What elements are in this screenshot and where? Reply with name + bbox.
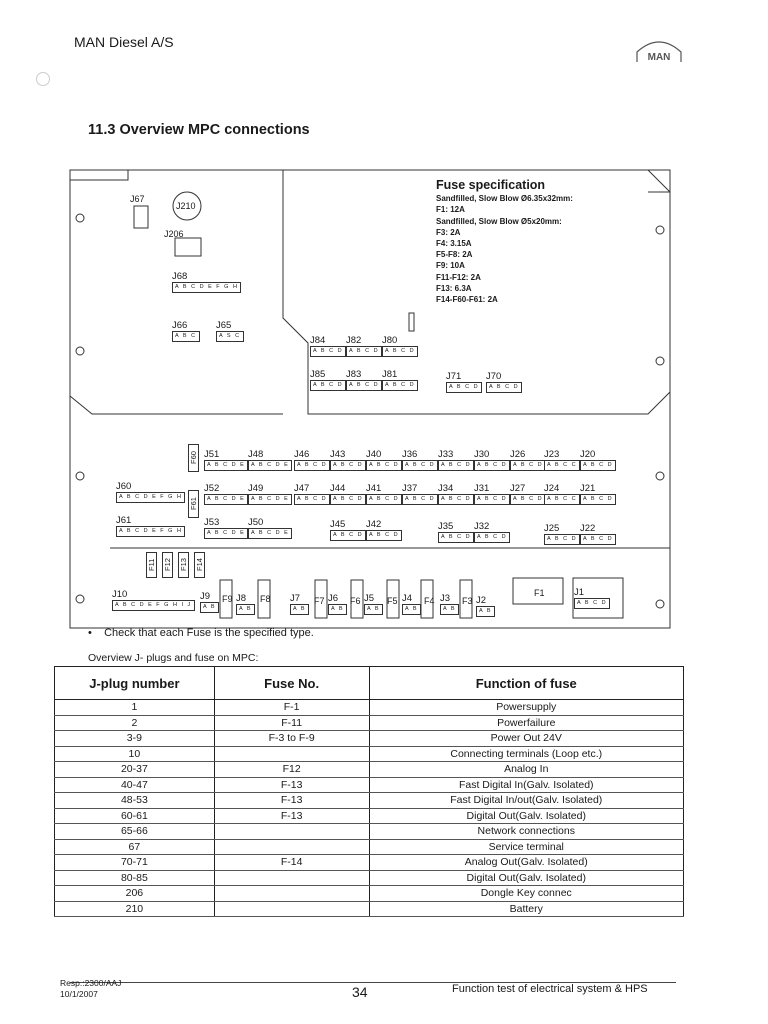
fuse-f9-label: F9 [222, 594, 233, 604]
fuse-cell [214, 901, 369, 917]
fuse-f11: F11 [146, 552, 157, 578]
connector-j23: J23 A B C C [544, 450, 580, 471]
table-row [55, 808, 684, 824]
header-fuse: Fuse No. [214, 667, 369, 700]
connector-j48: J48 A B C D E [248, 450, 292, 471]
j210-label: J210 [176, 201, 196, 211]
jplug-cell: 206 [55, 886, 215, 902]
footer-resp [60, 978, 121, 1000]
connector-j5: J5 A B [364, 594, 383, 615]
header-function: Function of fuse [369, 667, 684, 700]
connector-j82: J82 A B C D [346, 336, 382, 357]
connector-j49: J49 A B C D E [248, 484, 292, 505]
connector-j43: J43 A B C D [330, 450, 366, 471]
connector-j33: J33 A B C D [438, 450, 474, 471]
table-row [55, 777, 684, 793]
jplug-cell: 2 [55, 715, 215, 731]
connector-j32: J32 A B C D [474, 522, 510, 543]
fuse-cell: F-1 [214, 700, 369, 716]
connector-j42: J42 A B C D [366, 520, 402, 541]
connector-j27: J27 A B C D [510, 484, 546, 505]
fuse-spec-line: F13: 6.3A [436, 283, 472, 293]
j206-label: J206 [164, 229, 184, 239]
function-cell: Fast Digital In/out(Galv. Isolated) [369, 793, 684, 809]
connector-j46: J46 A B C D [294, 450, 330, 471]
fuse-f1-label: F1 [534, 588, 545, 598]
fuse-cell [214, 824, 369, 840]
connector-j61: J61 A B C D E F G H [116, 516, 185, 537]
connector-j2: J2 A B [476, 596, 495, 617]
connector-j83: J83 A B C D [346, 370, 382, 391]
fuse-f61: F61 [188, 490, 199, 518]
function-cell: Digital Out(Galv. Isolated) [369, 808, 684, 824]
fuse-f5-label: F5 [387, 596, 398, 606]
connector-j22: J22 A B C D [580, 524, 616, 545]
connector-j44: J44 A B C D [330, 484, 366, 505]
connector-j35: J35 A B C D [438, 522, 474, 543]
fuse-f12: F12 [162, 552, 173, 578]
jplug-cell: 3-9 [55, 731, 215, 747]
fuse-spec-line: F11-F12: 2A [436, 272, 481, 282]
connector-j7: J7 A B [290, 594, 309, 615]
fuse-spec-line: F5-F8: 2A [436, 250, 473, 260]
section-title: 11.3 Overview MPC connections [88, 122, 310, 138]
connector-j45: J45 A B C D [330, 520, 366, 541]
check-note-text: Check that each Fuse is the specified type. [104, 627, 314, 639]
fuse-f60: F60 [188, 444, 199, 472]
fuse-cell [214, 870, 369, 886]
fuse-cell: F-13 [214, 793, 369, 809]
jplug-cell: 40-47 [55, 777, 215, 793]
jplug-cell: 80-85 [55, 870, 215, 886]
function-cell: Dongle Key connec [369, 886, 684, 902]
connector-j80: J80 A B C D [382, 336, 418, 357]
connector-j31: J31 A B C D [474, 484, 510, 505]
jplug-cell: 210 [55, 901, 215, 917]
connector-j65: J65 A S C [216, 321, 244, 342]
fuse-spec-line: F4: 3.15A [436, 239, 472, 249]
function-cell: Analog In [369, 762, 684, 778]
table-row [55, 870, 684, 886]
punch-hole [36, 72, 50, 86]
connector-j81: J81 A B C D [382, 370, 418, 391]
connector-j24: J24 A B C C [544, 484, 580, 505]
jplug-cell: 67 [55, 839, 215, 855]
connector-j47: J47 A B C D [294, 484, 330, 505]
connector-j1: J1 A B C D [574, 588, 610, 609]
connector-j6: J6 A B [328, 594, 347, 615]
fuse-spec-line: F1: 12A [436, 205, 465, 215]
board-outline [68, 168, 672, 630]
man-logo [634, 34, 684, 64]
table-row [55, 715, 684, 731]
function-cell: Power Out 24V [369, 731, 684, 747]
fuse-cell [214, 886, 369, 902]
fuse-spec-line: F14-F60-F61: 2A [436, 295, 498, 305]
fuse-cell: F12 [214, 762, 369, 778]
connector-j9: J9 A B [200, 592, 219, 613]
table-row [55, 886, 684, 902]
fuse-f14: F14 [194, 552, 205, 578]
function-cell: Powerfailure [369, 715, 684, 731]
connector-j10: J10 A B C D E F G H I J [112, 590, 195, 611]
jplug-cell: 65-66 [55, 824, 215, 840]
function-cell: Digital Out(Galv. Isolated) [369, 870, 684, 886]
connector-j51: J51 A B C D E [204, 450, 248, 471]
fuse-overview-table [54, 666, 684, 917]
connector-j60: J60 A B C D E F G H [116, 482, 185, 503]
header-jplug: J-plug number [55, 667, 215, 700]
fuse-cell: F-11 [214, 715, 369, 731]
fuse-cell: F-13 [214, 808, 369, 824]
table-row [55, 762, 684, 778]
footer-title: Function test of electrical system & HPS [452, 983, 648, 995]
connector-j34: J34 A B C D [438, 484, 474, 505]
table-row [55, 700, 684, 716]
company-name: MAN Diesel A/S [74, 34, 174, 50]
fuse-spec-line: Sandfilled, Slow Blow Ø6.35x32mm: [436, 194, 573, 204]
jplug-cell: 1 [55, 700, 215, 716]
jplug-cell: 60-61 [55, 808, 215, 824]
fuse-f4-label: F4 [424, 596, 435, 606]
overview-caption: Overview J- plugs and fuse on MPC: [88, 652, 259, 664]
connector-j36: J36 A B C D [402, 450, 438, 471]
table-row [55, 901, 684, 917]
fuse-f6-label: F6 [350, 596, 361, 606]
fuse-spec-line: F9: 10A [436, 261, 465, 271]
logo-text: MAN [647, 52, 671, 63]
jplug-cell: 20-37 [55, 762, 215, 778]
fuse-cell: F-3 to F-9 [214, 731, 369, 747]
connector-j68: J68 A B C D E F G H [172, 272, 241, 293]
connector-j84: J84 A B C D [310, 336, 346, 357]
connector-j41: J41 A B C D [366, 484, 402, 505]
connector-j8: J8 A B [236, 594, 255, 615]
connector-j70: J70 A B C D [486, 372, 522, 393]
connector-j20: J20 A B C D [580, 450, 616, 471]
connector-j85: J85 A B C D [310, 370, 346, 391]
connector-j3: J3 A B [440, 594, 459, 615]
fuse-spec-line: F3: 2A [436, 227, 461, 237]
bullet-icon: • [88, 627, 92, 639]
connector-j21: J21 A B C D [580, 484, 616, 505]
fuse-cell: F-13 [214, 777, 369, 793]
fuse-spec-title: Fuse specification [436, 178, 546, 192]
fuse-cell: F-14 [214, 855, 369, 871]
jplug-cell: 48-53 [55, 793, 215, 809]
connector-j66: J66 A B C [172, 321, 200, 342]
connector-j37: J37 A B C D [402, 484, 438, 505]
function-cell: Connecting terminals (Loop etc.) [369, 746, 684, 762]
jplug-cell: 10 [55, 746, 215, 762]
fuse-f8-label: F8 [260, 594, 271, 604]
connector-j53: J53 A B C D E [204, 518, 248, 539]
fuse-spec-line: Sandfilled, Slow Blow Ø5x20mm: [436, 216, 562, 226]
table-row [55, 793, 684, 809]
check-note [88, 627, 314, 639]
connector-j30: J30 A B C D [474, 450, 510, 471]
function-cell: Analog Out(Galv. Isolated) [369, 855, 684, 871]
fuse-f13: F13 [178, 552, 189, 578]
table-row [55, 824, 684, 840]
connector-j4: J4 A B [402, 594, 421, 615]
table-header-row [55, 667, 684, 700]
connector-j26: J26 A B C D [510, 450, 546, 471]
fuse-specification [436, 180, 573, 305]
footer-date: 10/1/2007 [60, 989, 98, 999]
function-cell: Fast Digital In(Galv. Isolated) [369, 777, 684, 793]
mpc-board-diagram [68, 168, 672, 630]
table-row [55, 731, 684, 747]
table-row [55, 855, 684, 871]
footer-resp-text: Resp.:2300/AAJ [60, 978, 122, 988]
j67-label: J67 [130, 194, 145, 204]
jplug-cell: 70-71 [55, 855, 215, 871]
function-cell: Network connections [369, 824, 684, 840]
connector-j50: J50 A B C D E [248, 518, 292, 539]
fuse-cell [214, 839, 369, 855]
function-cell: Service terminal [369, 839, 684, 855]
connector-j25: J25 A B C D [544, 524, 580, 545]
table-row [55, 839, 684, 855]
connector-j71: J71 A B C D [446, 372, 482, 393]
connector-j52: J52 A B C D E [204, 484, 248, 505]
fuse-f3-label: F3 [462, 596, 473, 606]
page-number: 34 [352, 984, 368, 1000]
fuse-f7-label: F7 [314, 596, 325, 606]
fuse-cell [214, 746, 369, 762]
function-cell: Powersupply [369, 700, 684, 716]
table-row [55, 746, 684, 762]
function-cell: Battery [369, 901, 684, 917]
connector-j40: J40 A B C D [366, 450, 402, 471]
